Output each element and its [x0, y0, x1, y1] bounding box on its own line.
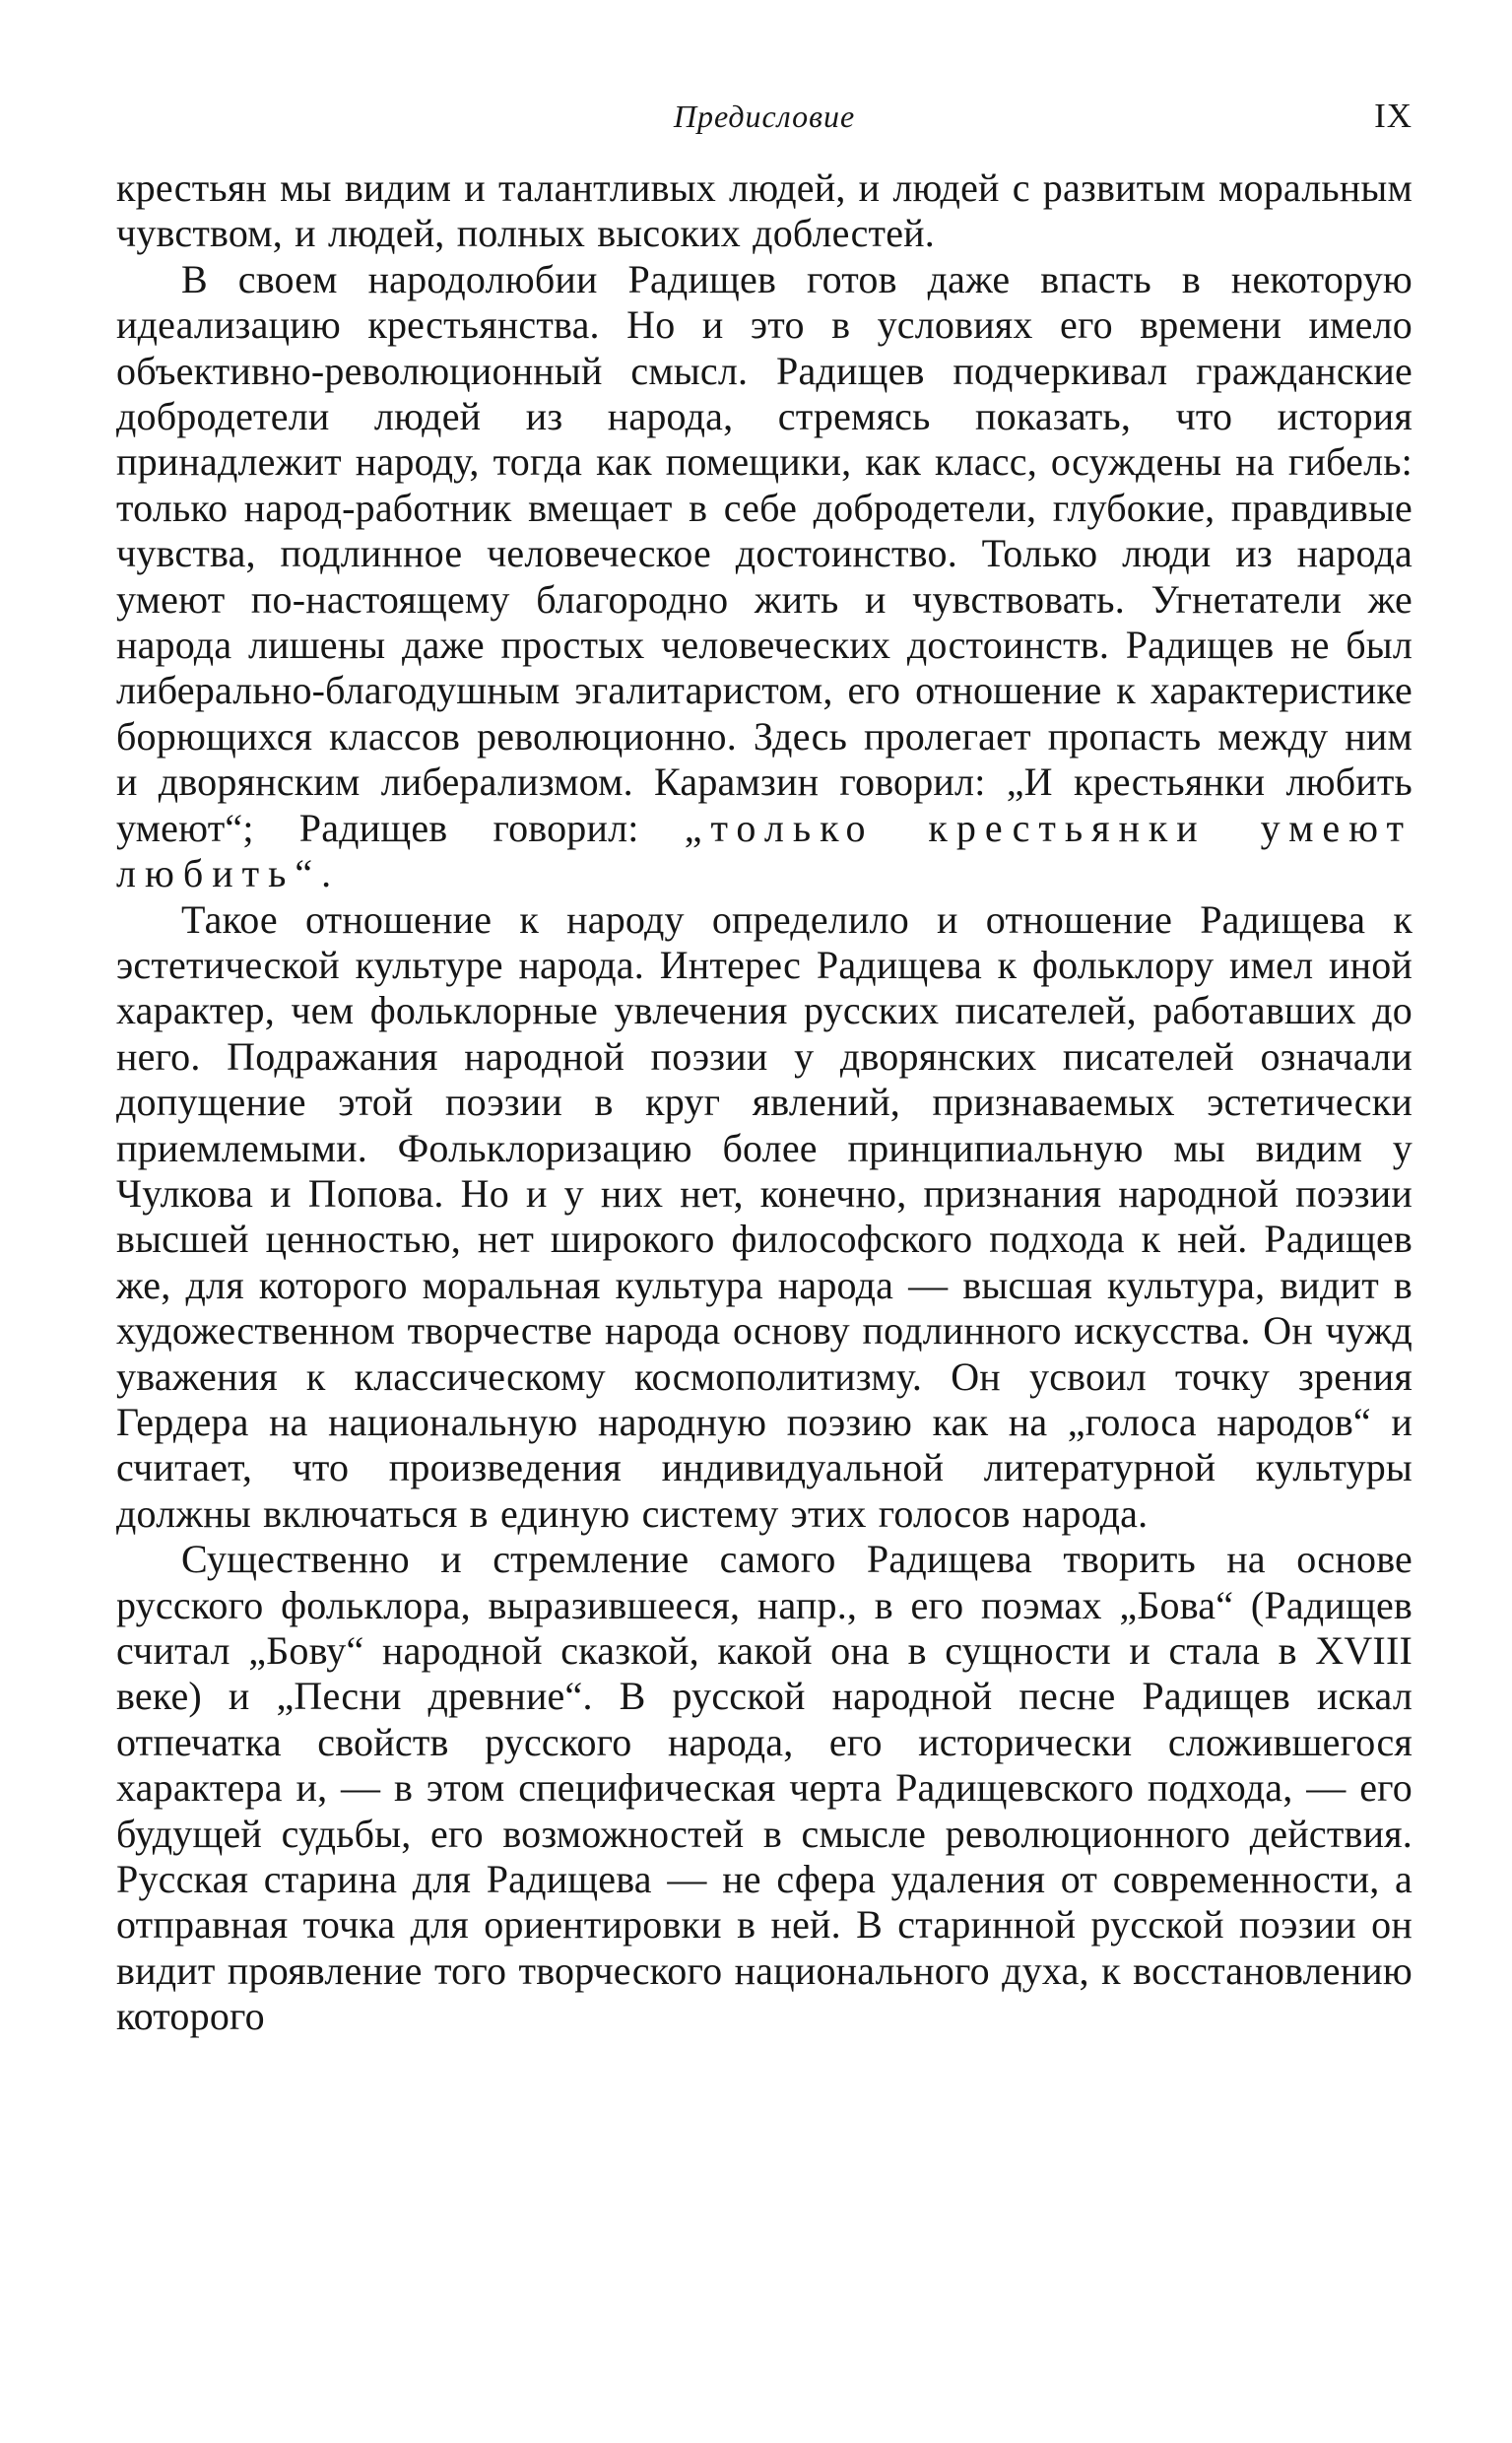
- body-text: [116, 165, 1413, 2040]
- paragraph-3: Такое отношение к народу определило и отношение Радищева к эстетической культуре народа. Интерес Радищева к фольклору имел иной характер, чем фольклорные увлечения русских писателей, работавших до него. Подражания народной поэзии у дворянских писателей означали допущение этой поэзии в круг явлений, признаваемых эстетически приемлемыми. Фольклоризацию более принципиальную мы видим у Чулкова и Попова. Но и у них нет, конечно, признания народной поэзии высшей ценностью, нет широкого философского подхода к ней. Радищев же, для которого моральная культура народа — высшая культура, видит в художественном творчестве народа основу подлинного искусства. Он чужд уважения к классическому космополитизму. Он усвоил точку зрения Гердера на национальную народную поэзию как на „голоса народов“ и считает, что произведения индивидуальной литературной культуры должны включаться в единую систему этих голосов народа.: [116, 896, 1413, 1536]
- spaced-quote: „только крестьянки умеют любить“.: [116, 805, 1413, 896]
- page-number: IX: [1374, 97, 1413, 135]
- paragraph-2: [116, 257, 1413, 897]
- paragraph-4: Существенно и стремление самого Радищева творить на основе русского фольклора, выразившееся, напр., в его поэмах „Бова“ (Радищев считал „Бову“ народной сказкой, какой она в сущности и стала в XVIII веке) и „Песни древние“. В русской народной песне Радищев искал отпечатка свойств русского народа, его исторически сложившегося характера и, — в этом специфическая черта Радищевского подхода, — его будущей судьбы, его возможностей в смысле революционного действия. Русская старина для Радищева — не сфера удаления от современности, а отправная точка для ориентировки в ней. В старинной русской поэзии он видит проявление того творческого национального духа, к восстановлению которого: [116, 1537, 1413, 2039]
- running-title: Предисловие: [673, 99, 856, 134]
- running-head: [116, 95, 1413, 144]
- paragraph-2-text: В своем народолюбии Радищев готов даже впасть в некоторую идеализацию крестьянства. Но и это в условиях его времени имело объективно-революционный смысл. Радищев подчеркивал гражданские добродетели людей из народа, стремясь показать, что история принадлежит народу, тогда как помещики, как класс, осуждены на гибель: только народ-работник вмещает в себе добродетели, глубокие, правдивые чувства, подлинное человеческое достоинство. Только люди из народа умеют по-настоящему благородно жить и чувствовать. Угнетатели же народа лишены даже простых человеческих достоинств. Радищев не был либерально-благодушным эгалитаристом, его отношение к характеристике борющихся классов революционно. Здесь пролегает пропасть между ним и дворянским либерализмом. Карамзин говорил: „И крестьянки любить умеют“; Радищев говорил:: [116, 256, 1413, 850]
- paragraph-1: крестьян мы видим и талантливых людей, и людей с развитым моральным чувством, и людей, полных высоких доблестей.: [116, 165, 1413, 256]
